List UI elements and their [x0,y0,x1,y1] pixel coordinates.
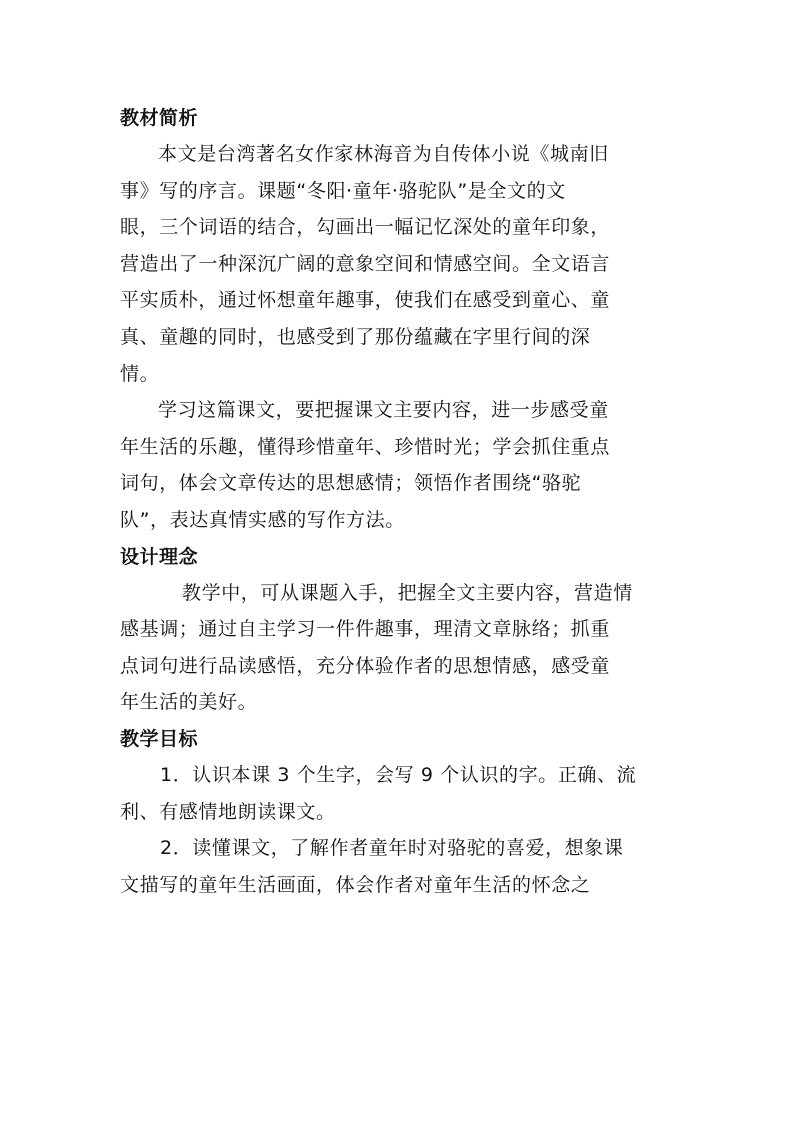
text-line: 队”，表达真情实感的写作方法。 [120,508,405,531]
text-line: 感基调；通过自主学习一件件趣事，理清文章脉络；抓重 [120,618,611,641]
paragraph-textbook-analysis-1 [120,136,680,392]
text-line: 年生活的乐趣，懂得珍惜童年、珍惜时光；学会抓住重点 [120,435,611,458]
text-line: 事》写的序言。课题“冬阳·童年·骆驼队”是全文的文 [120,179,566,202]
text-line: 点词句进行品读感悟，充分体验作者的思想情感，感受童 [120,654,611,677]
text-line: 教学中，可从课题入手，把握全文主要内容，营造情 [182,581,633,604]
paragraph-textbook-analysis-2 [120,392,680,538]
text-line: 文描写的童年生活画面，体会作者对童年生活的怀念之 [120,873,591,896]
paragraph-design-concept [120,575,680,721]
section-heading-design-concept: 设计理念 [120,545,199,568]
text-line: 本文是台湾著名女作家林海音为自传体小说《城南旧 [158,143,609,165]
text-line: 词句，体会文章传达的思想感情；领悟作者围绕“骆驼 [120,472,582,495]
paragraph-goal-2 [120,830,680,903]
text-line: 眼，三个词语的结合，勾画出一幅记忆深处的童年印象， [120,216,611,239]
text-line: 年生活的美好。 [120,691,258,714]
text-line: 真、童趣的同时，也感受到了那份蕴藏在字里行间的深 [120,325,591,348]
text-line: 平实质朴，通过怀想童年趣事，使我们在感受到童心、童 [120,289,611,312]
section-heading-teaching-goals: 教学目标 [120,727,199,750]
text-line: 2．读懂课文，了解作者童年时对骆驼的喜爱，想象课 [160,837,624,860]
text-line: 1．认识本课 3 个生字，会写 9 个认识的字。正确、流 [160,763,637,786]
text-line: 学习这篇课文，要把握课文主要内容，进一步感受童 [158,399,609,422]
section-heading-textbook-analysis: 教材简析 [120,107,199,129]
document-page [120,100,680,903]
text-line: 情。 [120,362,160,385]
text-line: 利、有感情地朗读课文。 [120,800,336,823]
paragraph-goal-1 [120,757,680,830]
text-line: 营造出了一种深沉广阔的意象空间和情感空间。全文语言 [120,252,611,275]
